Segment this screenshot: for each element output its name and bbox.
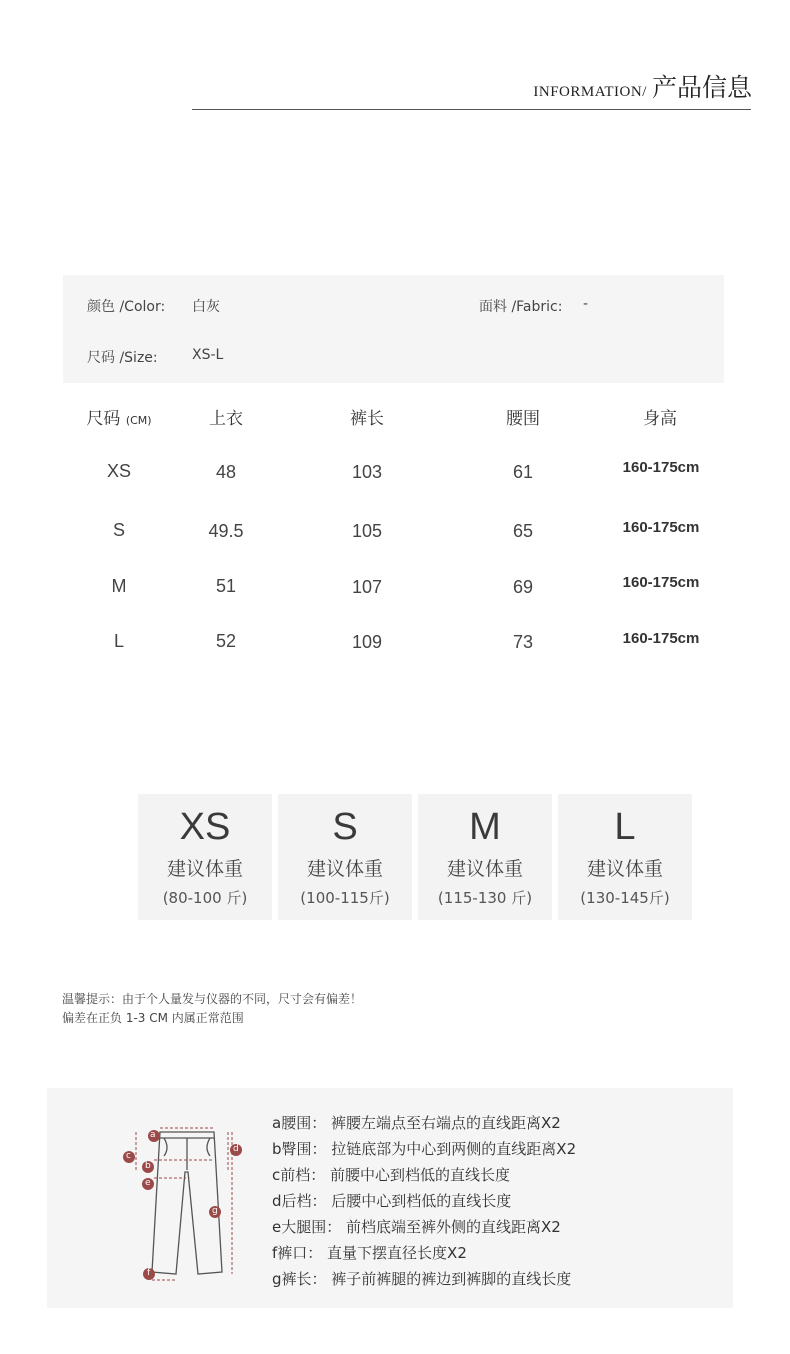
color-value: 白灰	[192, 299, 220, 315]
table-cell: 107	[351, 577, 383, 597]
measurement-line: d后档： 后腰中心到档低的直线长度	[272, 1192, 512, 1210]
table-header-waist: 腰围	[506, 409, 540, 429]
measurement-line: f裤口： 直量下摆直径长度X2	[272, 1244, 467, 1262]
table-cell: 52	[215, 631, 237, 651]
color-label: 颜色 /Color:	[87, 299, 166, 315]
table-cell: 51	[215, 576, 237, 596]
product-info-panel	[63, 275, 724, 383]
table-cell: 160-175cm	[622, 630, 700, 647]
table-cell: 109	[351, 632, 383, 652]
card-range: (100-115斤)	[300, 889, 390, 907]
card-size: S	[332, 806, 358, 848]
table-cell: 69	[512, 577, 534, 597]
card-range: (115-130 斤)	[437, 889, 533, 907]
table-cell: XS	[106, 461, 132, 481]
measurement-line: a腰围： 裤腰左端点至右端点的直线距离X2	[272, 1114, 561, 1132]
table-cell: 61	[512, 462, 534, 482]
table-cell: 160-175cm	[622, 574, 700, 591]
measurement-line: c前档： 前腰中心到档低的直线长度	[272, 1166, 511, 1184]
card-size: XS	[179, 806, 231, 848]
marker-e: e	[145, 1178, 151, 1188]
header-en: INFORMATION/	[533, 84, 647, 100]
table-cell: 103	[351, 462, 383, 482]
table-cell: S	[112, 520, 126, 540]
weight-card-xs	[138, 794, 272, 920]
table-cell: 160-175cm	[622, 459, 700, 476]
marker-b: b	[145, 1161, 151, 1171]
marker-c: c	[126, 1151, 131, 1161]
table-cell: 65	[512, 521, 534, 541]
table-header-size: 尺码 (CM)	[86, 409, 152, 429]
card-label: 建议体重	[586, 858, 663, 880]
weight-card-l	[558, 794, 692, 920]
card-range: (80-100 斤)	[162, 889, 248, 907]
card-size: L	[614, 806, 636, 848]
size-label: 尺码 /Size:	[87, 350, 158, 366]
weight-card-s	[278, 794, 412, 920]
marker-d: d	[233, 1144, 239, 1154]
table-header-pants-length: 裤长	[350, 409, 384, 429]
card-range: (130-145斤)	[580, 889, 670, 907]
table-header-height: 身高	[643, 409, 677, 429]
header-cn: 产品信息	[651, 73, 752, 102]
table-cell: M	[111, 576, 127, 596]
note-line-1: 温馨提示：由于个人量发与仪器的不同，尺寸会有偏差！	[62, 992, 363, 1006]
card-size: M	[469, 806, 501, 848]
measurement-line: e大腿围： 前档底端至裤外侧的直线距离X2	[272, 1218, 561, 1236]
size-value: XS-L	[192, 347, 224, 363]
table-cell: 73	[512, 632, 534, 652]
table-cell: 105	[351, 521, 383, 541]
card-label: 建议体重	[306, 858, 383, 880]
header-divider	[192, 109, 751, 110]
page-header	[533, 68, 752, 104]
table-cell: L	[113, 631, 125, 651]
note-line-2: 偏差在正负 1-3 CM 内属正常范围	[62, 1011, 244, 1025]
fabric-label: 面料 /Fabric:	[479, 299, 563, 315]
marker-g: g	[212, 1206, 218, 1216]
measurement-line: g裤长： 裤子前裤腿的裤边到裤脚的直线长度	[272, 1270, 572, 1288]
fabric-value: -	[583, 296, 589, 312]
card-label: 建议体重	[446, 858, 523, 880]
table-cell: 160-175cm	[622, 519, 700, 536]
table-cell: 49.5	[208, 521, 244, 541]
table-unit: (CM)	[125, 414, 152, 427]
table-header-top: 上衣	[209, 409, 243, 429]
marker-a: a	[150, 1130, 156, 1140]
card-label: 建议体重	[166, 858, 243, 880]
measurement-line: b臀围： 拉链底部为中心到两侧的直线距离X2	[272, 1140, 577, 1158]
weight-card-m	[418, 794, 552, 920]
table-cell: 48	[215, 462, 237, 482]
marker-f: f	[147, 1268, 151, 1278]
